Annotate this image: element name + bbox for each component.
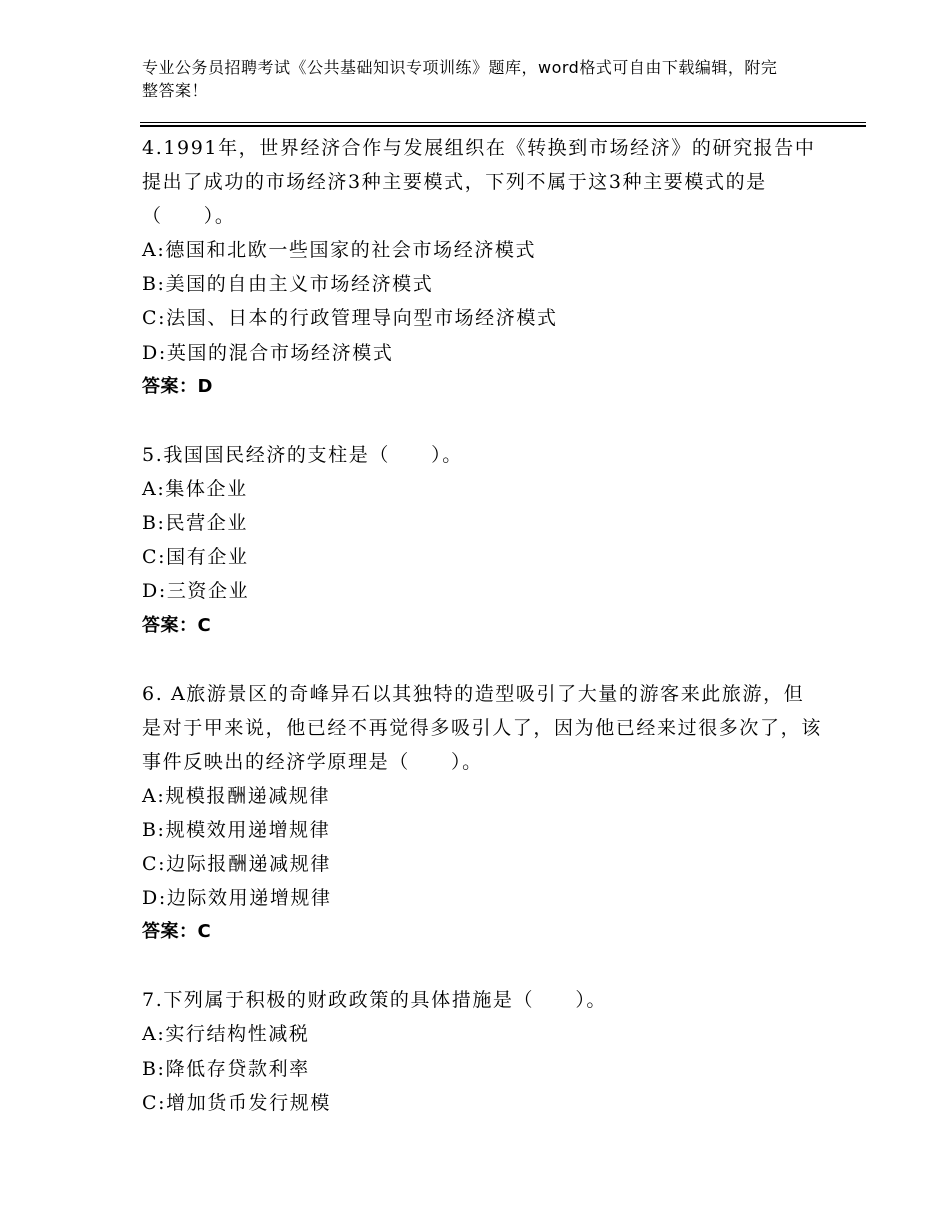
answer-line: 答案：D — [142, 375, 213, 397]
question-list — [142, 131, 822, 1120]
question-6 — [142, 677, 822, 950]
option-b: B:规模效用递增规律 — [142, 818, 331, 841]
option-b: B:美国的自由主义市场经济模式 — [142, 273, 434, 296]
header-rule-thick — [140, 125, 866, 127]
spacer — [142, 643, 822, 677]
option-c: C:边际报酬递减规律 — [142, 853, 331, 876]
option-a: A:德国和北欧一些国家的社会市场经济模式 — [142, 239, 537, 261]
question-7 — [142, 983, 822, 1120]
option-b: B:降低存贷款利率 — [142, 1057, 310, 1080]
header-rule — [140, 122, 866, 127]
spacer — [142, 404, 822, 438]
question-5 — [142, 438, 822, 643]
option-b: B:民营企业 — [142, 512, 248, 535]
option-a: A:实行结构性减税 — [142, 1023, 310, 1046]
question-stem: 5.我国国民经济的支柱是（ ）。 — [142, 443, 463, 466]
option-c: C:国有企业 — [142, 546, 249, 569]
question-4 — [142, 131, 822, 404]
option-a: A:集体企业 — [142, 477, 248, 500]
question-stem: 4.1991年，世界经济合作与发展组织在《转换到市场经济》的研究报告中提出了成功的市场经济3种主要模式，下列不属于这3种主要模式的是（ ）。 — [142, 137, 816, 227]
option-d: D:边际效用递增规律 — [142, 887, 332, 910]
page-header: 专业公务员招聘考试《公共基础知识专项训练》题库，word格式可自由下载编辑，附完整答案！ — [142, 58, 778, 100]
option-c: C:法国、日本的行政管理导向型市场经济模式 — [142, 307, 558, 330]
answer-line: 答案：C — [142, 921, 212, 943]
option-a: A:规模报酬递减规律 — [142, 784, 331, 807]
question-stem: 7.下列属于积极的财政政策的具体措施是（ ）。 — [142, 989, 608, 1012]
spacer — [142, 949, 822, 983]
option-d: D:英国的混合市场经济模式 — [142, 341, 394, 364]
question-stem: 6. A旅游景区的奇峰异石以其独特的造型吸引了大量的游客来此旅游，但是对于甲来说，他已经不再觉得多吸引人了，因为他已经来过很多次了，该事件反映出的经济学原理是（ ）。 — [142, 682, 822, 773]
option-c: C:增加货币发行规模 — [142, 1091, 331, 1114]
header-rule-thin — [140, 122, 866, 123]
option-d: D:三资企业 — [142, 580, 250, 603]
answer-line: 答案：C — [142, 614, 212, 636]
